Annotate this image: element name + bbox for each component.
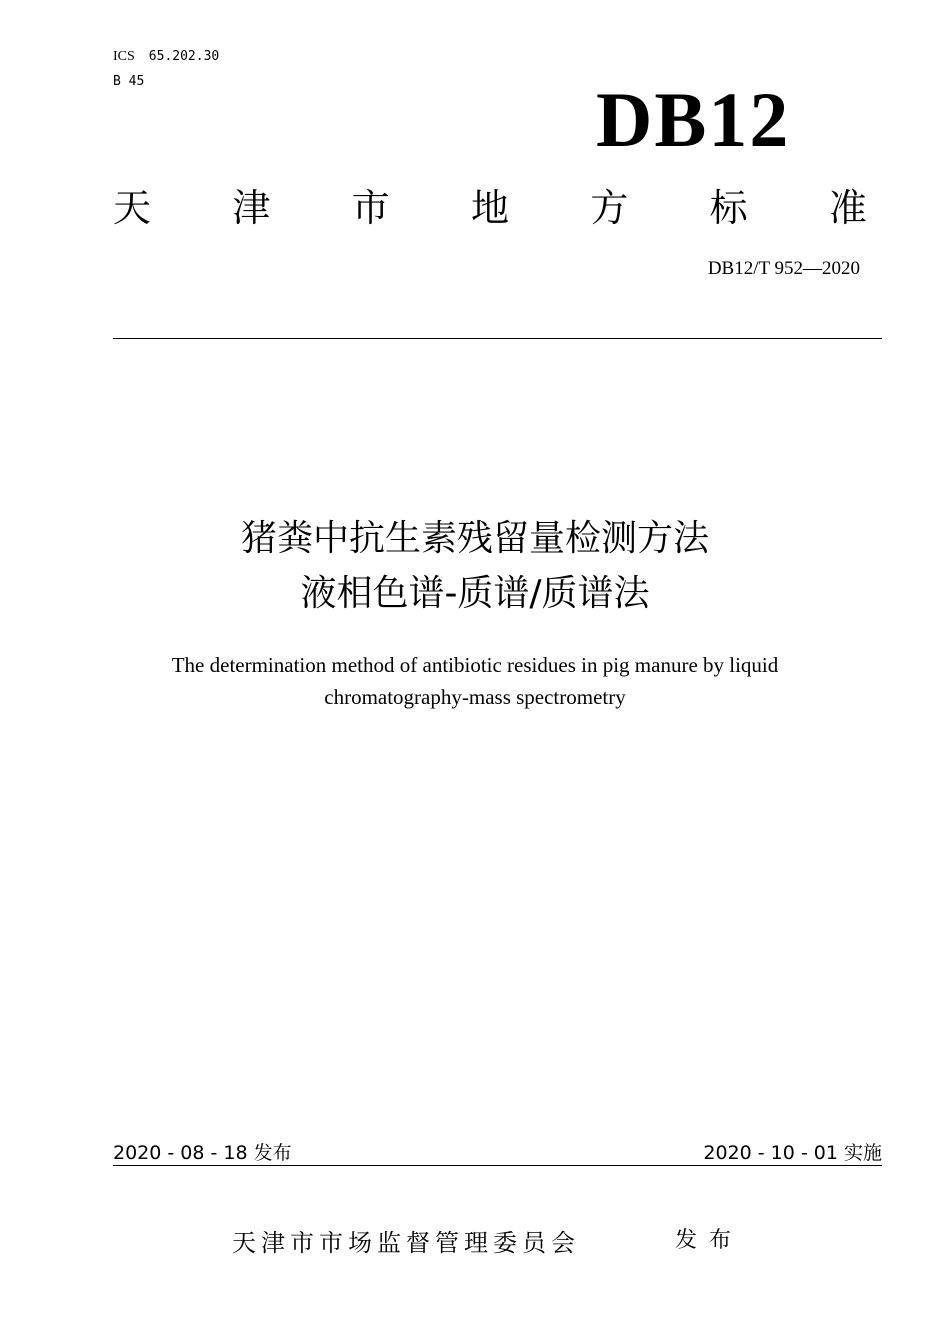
standard-type-char: 方	[590, 186, 629, 230]
english-title-line-1: The determination method of antibiotic residues in pig manure by liquid	[171, 653, 779, 677]
publish-label: 发布	[675, 1228, 744, 1253]
ics-label: ICS	[113, 49, 135, 64]
issue-date: 2020 - 08 - 18 发布	[113, 1142, 292, 1164]
standard-number: DB12/T 952—2020	[707, 258, 860, 279]
top-divider	[113, 338, 882, 339]
bottom-divider	[113, 1165, 882, 1166]
ics-code: 65.202.30	[148, 49, 220, 64]
standard-type-char: 地	[470, 186, 509, 230]
standard-type-char: 市	[351, 186, 390, 230]
implementation-date: 2020 - 10 - 01 实施	[703, 1142, 882, 1164]
classification-code: B 45	[113, 74, 145, 89]
chinese-title-line-1: 猪粪中抗生素残留量检测方法	[240, 518, 709, 559]
chinese-title-line-2: 液相色谱-质谱/质谱法	[300, 573, 650, 614]
standard-type-char: 标	[709, 186, 748, 230]
standard-type-heading	[113, 186, 867, 230]
publisher-name: 天津市市场监督管理委员会	[232, 1229, 580, 1257]
standard-type-char: 津	[232, 186, 271, 230]
english-title-line-2: chromatography-mass spectrometry	[324, 685, 626, 709]
standard-type-char: 准	[828, 186, 867, 230]
standard-type-char: 天	[113, 186, 152, 230]
ics-classification	[113, 49, 219, 65]
db12-logo: DB12	[596, 76, 791, 163]
